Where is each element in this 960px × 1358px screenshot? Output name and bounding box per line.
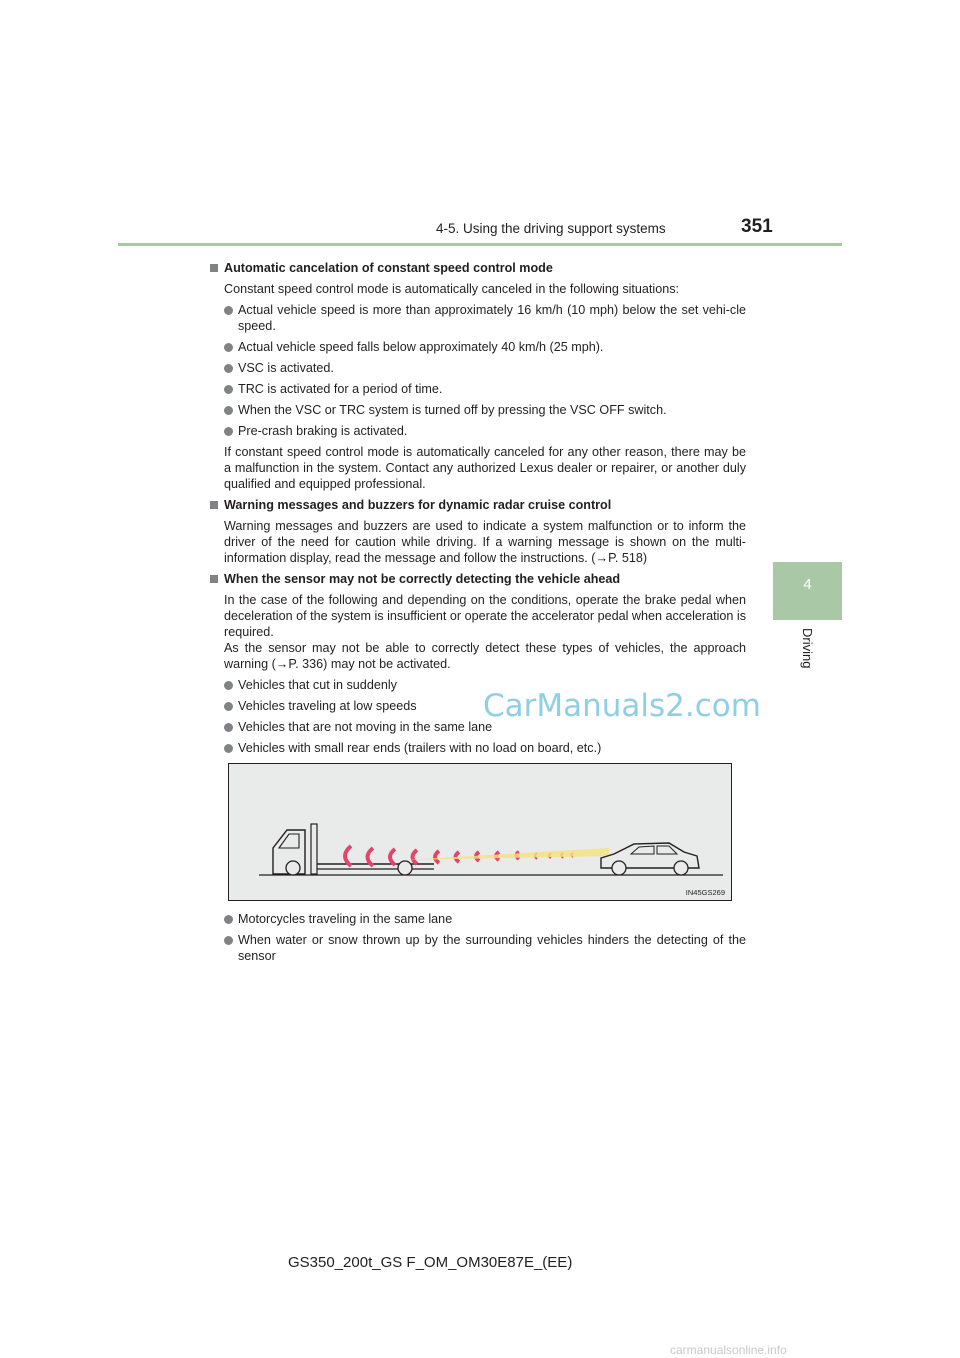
list-item-text: Motorcycles traveling in the same lane	[238, 912, 453, 926]
circle-bullet-icon	[224, 936, 233, 945]
page-number: 351	[741, 216, 773, 237]
circle-bullet-icon	[224, 915, 233, 924]
content-after-figure	[210, 906, 746, 964]
truck-car-radar-drawing	[229, 764, 731, 900]
circle-bullet-icon	[224, 681, 233, 690]
list-item-text: When water or snow thrown up by the surrounding vehicles hinders the detecting of the sensor	[238, 933, 746, 963]
list-item	[210, 302, 746, 334]
paragraph: Constant speed control mode is automatically canceled in the following situations:	[224, 282, 680, 296]
circle-bullet-icon	[224, 406, 233, 415]
bottom-watermark: carmanualsonline.info	[670, 1343, 787, 1357]
circle-bullet-icon	[224, 343, 233, 352]
content	[210, 255, 746, 756]
list-item	[210, 339, 746, 355]
list-item-text: Vehicles that are not moving in the same lane	[238, 720, 493, 734]
circle-bullet-icon	[224, 723, 233, 732]
square-bullet-icon	[210, 501, 218, 509]
side-tab-number: 4	[803, 576, 812, 593]
section-heading-text: When the sensor may not be correctly detecting the vehicle ahead	[224, 572, 621, 586]
circle-bullet-icon	[224, 744, 233, 753]
list-item	[210, 360, 746, 376]
list-item	[210, 381, 746, 397]
list-item-text: Vehicles traveling at low speeds	[238, 699, 417, 713]
header-rule	[118, 243, 842, 246]
header-title: 4-5. Using the driving support systems	[436, 221, 666, 236]
square-bullet-icon	[210, 264, 218, 272]
watermark: CarManuals2.com	[483, 688, 761, 724]
side-tab	[773, 562, 842, 620]
list-item	[210, 740, 746, 756]
section-heading	[210, 497, 746, 513]
list-item	[210, 402, 746, 418]
list-item-text: Pre-crash braking is activated.	[238, 424, 408, 438]
list-item-text: Vehicles that cut in suddenly	[238, 678, 397, 692]
section-heading-text: Warning messages and buzzers for dynamic radar cruise control	[224, 498, 612, 512]
square-bullet-icon	[210, 575, 218, 583]
section-heading	[210, 260, 746, 276]
paragraph: Warning messages and buzzers are used to indicate a system malfunction or to inform the driver of the need for caution while driving. If a warning message is shown on the multi-information display, read the message and follow the instructions. (→P. 518)	[224, 519, 746, 565]
list-item-text: Vehicles with small rear ends (trailers with no load on board, etc.)	[238, 741, 602, 755]
paragraph: In the case of the following and depending on the conditions, operate the brake pedal when deceleration of the system is insufficient or operate the accelerator pedal when acceleration is required.	[224, 593, 747, 639]
list-item-text: When the VSC or TRC system is turned off by pressing the VSC OFF switch.	[238, 403, 667, 417]
list-item	[210, 932, 746, 964]
list-item	[210, 423, 746, 439]
circle-bullet-icon	[224, 702, 233, 711]
list-item-text: VSC is activated.	[238, 361, 334, 375]
list-item-text: Actual vehicle speed is more than approximately 16 km/h (10 mph) below the set vehi-cle speed.	[238, 303, 746, 333]
side-tab-label: Driving	[800, 628, 815, 669]
circle-bullet-icon	[224, 306, 233, 315]
list-item-text: TRC is activated for a period of time.	[238, 382, 443, 396]
figure-code: IN45GS269	[685, 888, 725, 897]
section-heading	[210, 571, 746, 587]
circle-bullet-icon	[224, 385, 233, 394]
list-item-text: Actual vehicle speed falls below approximately 40 km/h (25 mph).	[238, 340, 604, 354]
circle-bullet-icon	[224, 364, 233, 373]
radar-illustration	[228, 763, 732, 901]
section-heading-text: Automatic cancelation of constant speed control mode	[224, 261, 553, 275]
list-item	[210, 911, 746, 927]
footer-doc-code: GS350_200t_GS F_OM_OM30E87E_(EE)	[288, 1254, 573, 1271]
paragraph: If constant speed control mode is automatically canceled for any other reason, there may be a malfunction in the system. Contact any authorized Lexus dealer or repairer, or another duly qualified and equipped professional.	[224, 445, 746, 491]
circle-bullet-icon	[224, 427, 233, 436]
paragraph: As the sensor may not be able to correctly detect these types of vehicles, the approach warning (→P. 336) may not be activated.	[224, 641, 746, 671]
